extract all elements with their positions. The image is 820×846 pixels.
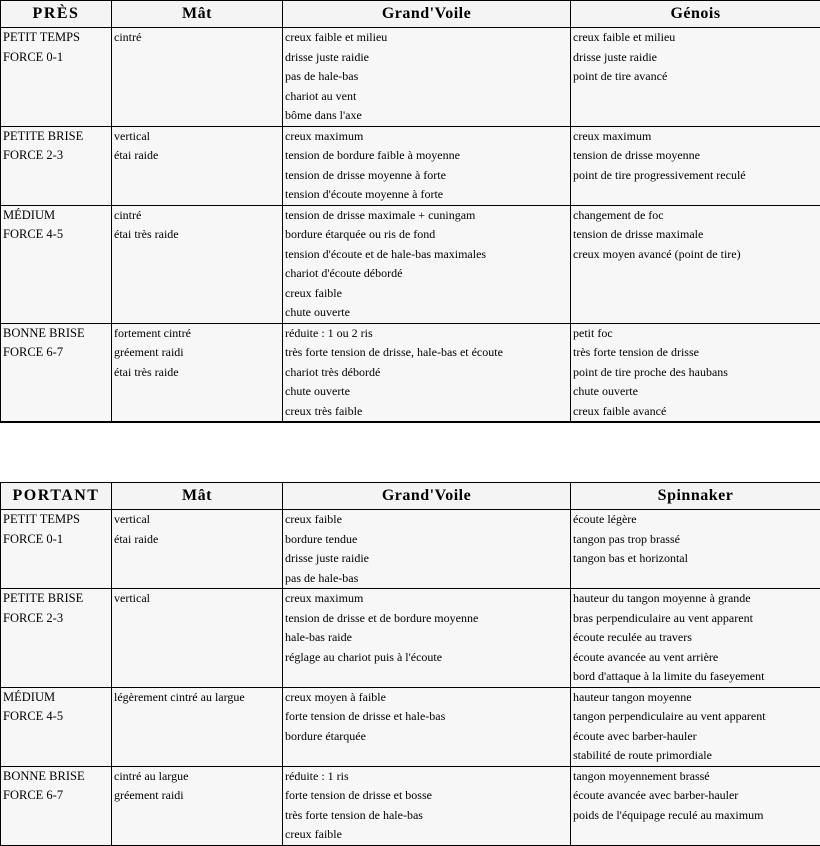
cell-line: poids de l'équipage reculé au maximum bbox=[573, 806, 818, 826]
cell-line: drisse juste raidie bbox=[285, 549, 568, 569]
cell-line: MÉDIUM bbox=[3, 688, 109, 708]
cell-line: creux moyen avancé (point de tire) bbox=[573, 245, 818, 265]
mainsail-cell bbox=[283, 28, 571, 127]
mainsail-cell bbox=[283, 323, 571, 422]
table-row bbox=[1, 28, 820, 127]
cell-line: très forte tension de drisse bbox=[573, 343, 818, 363]
cell-line: chute ouverte bbox=[573, 382, 818, 402]
cell-line: bôme dans l'axe bbox=[285, 106, 568, 126]
cell-line: changement de foc bbox=[573, 206, 818, 226]
cell-line: cintré bbox=[114, 28, 280, 48]
cell-line: écoute avancée avec barber-hauler bbox=[573, 786, 818, 806]
cell-line: MÉDIUM bbox=[3, 206, 109, 226]
mainsail-cell bbox=[283, 687, 571, 766]
cell-line: écoute avancée au vent arrière bbox=[573, 648, 818, 668]
cell-line: légèrement cintré au largue bbox=[114, 688, 280, 708]
cell-line: FORCE 2-3 bbox=[3, 146, 109, 166]
mainsail-cell bbox=[283, 510, 571, 589]
cell-line: chute ouverte bbox=[285, 303, 568, 323]
cell-line: vertical bbox=[114, 510, 280, 530]
cell-line: vertical bbox=[114, 127, 280, 147]
headsail-cell bbox=[571, 589, 820, 688]
cell-line: bord d'attaque à la limite du faseyement bbox=[573, 667, 818, 687]
mast-cell bbox=[112, 323, 283, 422]
cell-line: FORCE 4-5 bbox=[3, 225, 109, 245]
cell-line: BONNE BRISE bbox=[3, 324, 109, 344]
mast-cell bbox=[112, 510, 283, 589]
cell-line: bordure étarquée ou ris de fond bbox=[285, 225, 568, 245]
cell-line: réglage au chariot puis à l'écoute bbox=[285, 648, 568, 668]
force-cell bbox=[1, 323, 112, 422]
cell-line: creux faible et milieu bbox=[285, 28, 568, 48]
cell-line: FORCE 2-3 bbox=[3, 609, 109, 629]
force-cell bbox=[1, 766, 112, 845]
header-row bbox=[1, 483, 820, 510]
cell-line: tangon pas trop brassé bbox=[573, 530, 818, 550]
table-row bbox=[1, 126, 820, 205]
table-row bbox=[1, 687, 820, 766]
mast-cell bbox=[112, 28, 283, 127]
cell-line: creux maximum bbox=[285, 589, 568, 609]
cell-line: écoute reculée au travers bbox=[573, 628, 818, 648]
cell-line: bordure étarquée bbox=[285, 727, 568, 747]
cell-line: creux moyen à faible bbox=[285, 688, 568, 708]
cell-line: étai raide bbox=[114, 146, 280, 166]
cell-line: point de tire avancé bbox=[573, 67, 818, 87]
cell-line: FORCE 4-5 bbox=[3, 707, 109, 727]
header-cell: PRÈS bbox=[1, 1, 112, 28]
headsail-cell bbox=[571, 766, 820, 845]
mast-cell bbox=[112, 687, 283, 766]
cell-line: point de tire proche des haubans bbox=[573, 363, 818, 383]
table-row bbox=[1, 510, 820, 589]
cell-line: très forte tension de hale-bas bbox=[285, 806, 568, 826]
cell-line: BONNE BRISE bbox=[3, 767, 109, 787]
cell-line: réduite : 1 ris bbox=[285, 767, 568, 787]
cell-line: FORCE 6-7 bbox=[3, 786, 109, 806]
force-cell bbox=[1, 589, 112, 688]
headsail-cell bbox=[571, 323, 820, 422]
cell-line: réduite : 1 ou 2 ris bbox=[285, 324, 568, 344]
cell-line: tension d'écoute moyenne à forte bbox=[285, 185, 568, 205]
cell-line: écoute avec barber-hauler bbox=[573, 727, 818, 747]
headsail-cell bbox=[571, 28, 820, 127]
cell-line: creux faible avancé bbox=[573, 402, 818, 422]
cell-line: tension de drisse moyenne à forte bbox=[285, 166, 568, 186]
cell-line: hauteur du tangon moyenne à grande bbox=[573, 589, 818, 609]
cell-line: FORCE 6-7 bbox=[3, 343, 109, 363]
cell-line: creux maximum bbox=[285, 127, 568, 147]
cell-line: pas de hale-bas bbox=[285, 67, 568, 87]
cell-line: cintré bbox=[114, 206, 280, 226]
cell-line: fortement cintré bbox=[114, 324, 280, 344]
header-cell: Grand'Voile bbox=[283, 1, 571, 28]
force-cell bbox=[1, 126, 112, 205]
cell-line: creux faible et milieu bbox=[573, 28, 818, 48]
cell-line: stabilité de route primordiale bbox=[573, 746, 818, 766]
cell-line: forte tension de drisse et hale-bas bbox=[285, 707, 568, 727]
header-cell: Mât bbox=[112, 483, 283, 510]
mainsail-cell bbox=[283, 589, 571, 688]
cell-line: cintré au largue bbox=[114, 767, 280, 787]
cell-line: bras perpendiculaire au vent apparent bbox=[573, 609, 818, 629]
headsail-cell bbox=[571, 510, 820, 589]
cell-line: petit foc bbox=[573, 324, 818, 344]
cell-line: tangon bas et horizontal bbox=[573, 549, 818, 569]
cell-line: chariot très débordé bbox=[285, 363, 568, 383]
cell-line: creux maximum bbox=[573, 127, 818, 147]
cell-line: chariot d'écoute débordé bbox=[285, 264, 568, 284]
header-cell: Génois bbox=[571, 1, 820, 28]
table-row bbox=[1, 589, 820, 688]
force-cell bbox=[1, 687, 112, 766]
cell-line: étai très raide bbox=[114, 225, 280, 245]
mast-cell bbox=[112, 766, 283, 845]
cell-line: creux faible bbox=[285, 825, 568, 845]
cell-line: bordure tendue bbox=[285, 530, 568, 550]
mainsail-cell bbox=[283, 205, 571, 323]
cell-line: point de tire progressivement reculé bbox=[573, 166, 818, 186]
cell-line: creux faible bbox=[285, 510, 568, 530]
cell-line: PETITE BRISE bbox=[3, 127, 109, 147]
headsail-cell bbox=[571, 205, 820, 323]
cell-line: tangon moyennement brassé bbox=[573, 767, 818, 787]
cell-line: gréement raidi bbox=[114, 786, 280, 806]
mast-cell bbox=[112, 126, 283, 205]
cell-line: drisse juste raidie bbox=[573, 48, 818, 68]
cell-line: étai très raide bbox=[114, 363, 280, 383]
table-body bbox=[1, 28, 820, 423]
force-cell bbox=[1, 510, 112, 589]
cell-line: chariot au vent bbox=[285, 87, 568, 107]
header-cell: PORTANT bbox=[1, 483, 112, 510]
cell-line: vertical bbox=[114, 589, 280, 609]
cell-line: PETIT TEMPS bbox=[3, 28, 109, 48]
cell-line: tension de bordure faible à moyenne bbox=[285, 146, 568, 166]
cell-line: tension d'écoute et de hale-bas maximales bbox=[285, 245, 568, 265]
cell-line: chute ouverte bbox=[285, 382, 568, 402]
table-row bbox=[1, 323, 820, 422]
table-row bbox=[1, 766, 820, 845]
cell-line: drisse juste raidie bbox=[285, 48, 568, 68]
cell-line: PETITE BRISE bbox=[3, 589, 109, 609]
cell-line: PETIT TEMPS bbox=[3, 510, 109, 530]
header-row bbox=[1, 1, 820, 28]
cell-line: FORCE 0-1 bbox=[3, 530, 109, 550]
portant-table bbox=[0, 482, 820, 846]
force-cell bbox=[1, 205, 112, 323]
table-body bbox=[1, 510, 820, 846]
header-cell: Grand'Voile bbox=[283, 483, 571, 510]
cell-line: étai raide bbox=[114, 530, 280, 550]
cell-line: pas de hale-bas bbox=[285, 569, 568, 589]
mast-cell bbox=[112, 589, 283, 688]
cell-line: forte tension de drisse et bosse bbox=[285, 786, 568, 806]
cell-line: FORCE 0-1 bbox=[3, 48, 109, 68]
table-row bbox=[1, 205, 820, 323]
mainsail-cell bbox=[283, 126, 571, 205]
cell-line: hauteur tangon moyenne bbox=[573, 688, 818, 708]
mainsail-cell bbox=[283, 766, 571, 845]
cell-line: tension de drisse maximale bbox=[573, 225, 818, 245]
cell-line: tension de drisse maximale + cuningam bbox=[285, 206, 568, 226]
headsail-cell bbox=[571, 687, 820, 766]
cell-line: gréement raidi bbox=[114, 343, 280, 363]
mast-cell bbox=[112, 205, 283, 323]
headsail-cell bbox=[571, 126, 820, 205]
cell-line: tangon perpendiculaire au vent apparent bbox=[573, 707, 818, 727]
force-cell bbox=[1, 28, 112, 127]
cell-line: écoute légère bbox=[573, 510, 818, 530]
cell-line: très forte tension de drisse, hale-bas et écoute bbox=[285, 343, 568, 363]
cell-line: tension de drisse moyenne bbox=[573, 146, 818, 166]
cell-line: tension de drisse et de bordure moyenne bbox=[285, 609, 568, 629]
header-cell: Mât bbox=[112, 1, 283, 28]
cell-line: hale-bas raide bbox=[285, 628, 568, 648]
header-cell: Spinnaker bbox=[571, 483, 820, 510]
cell-line: creux faible bbox=[285, 284, 568, 304]
cell-line: creux très faible bbox=[285, 402, 568, 422]
